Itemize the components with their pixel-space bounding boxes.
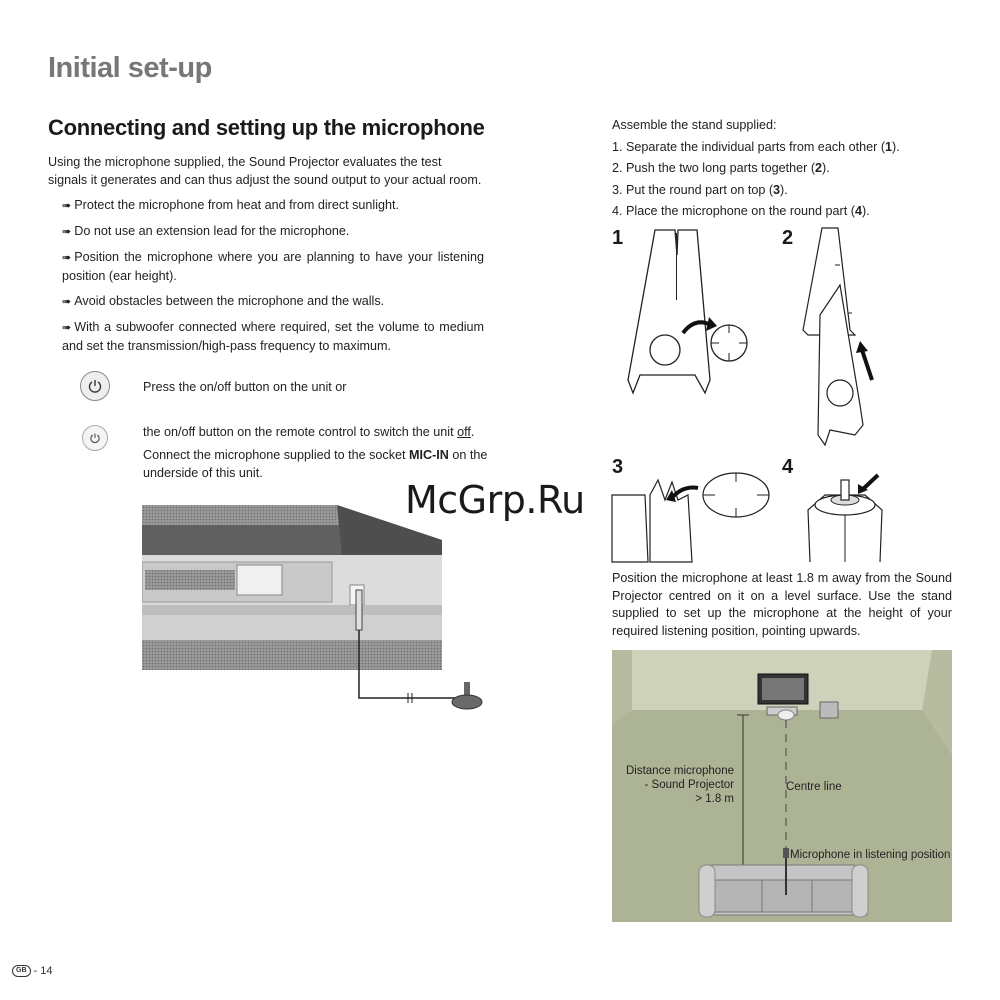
arrow-bullet-icon: ➠ (62, 200, 72, 212)
assemble-intro: Assemble the stand supplied: (612, 118, 777, 132)
step-text: 3. Put the round part on top ( (612, 182, 774, 197)
bullet-text: Avoid obstacles between the microphone and the walls. (74, 294, 385, 308)
figure-label-1: 1 (612, 227, 624, 249)
page-number: - 14 (33, 965, 53, 977)
connect-text-main: Connect the microphone supplied to the socket (143, 448, 410, 462)
bullet-item (62, 223, 484, 242)
bullet-item (62, 249, 484, 285)
step-item (612, 203, 952, 221)
step-end: ). (780, 182, 788, 197)
unit-power-button-icon (80, 371, 110, 401)
bullet-text: Do not use an extension lead for the microphone. (74, 224, 350, 238)
bullet-text: With a subwoofer connected where required, set the volume to medium and set the transmission/high-pass frequency to maximum. (62, 320, 484, 353)
step-ref: 4 (854, 204, 862, 218)
figure-label-4: 4 (782, 456, 794, 478)
country-badge: GB (12, 965, 31, 977)
period: . (470, 425, 475, 439)
off-word: off (457, 425, 471, 439)
arrow-bullet-icon: ➠ (62, 296, 72, 308)
assembly-instructions (612, 117, 952, 225)
step-ref: 3 (773, 182, 781, 197)
step-ref: 1 (885, 139, 893, 154)
distance-label-line: > 1.8 m (695, 793, 734, 805)
step-text: 2. Push the two long parts together ( (612, 161, 816, 175)
mic-position-label: Microphone in listening position (790, 849, 951, 861)
distance-label-line: Distance microphone (625, 765, 734, 777)
page-title: Connecting and setting up the microphone (48, 115, 485, 140)
power-remote-text (143, 424, 488, 442)
bullet-item (62, 293, 484, 312)
power-remote-text-main: the on/off button on the remote control to switch the unit (143, 425, 458, 439)
step-item (612, 160, 952, 178)
distance-label-line: - Sound Projector (644, 779, 734, 791)
intro-paragraph: Using the microphone supplied, the Sound Projector evaluates the test signals it generates and can thus adjust the sound output to your actual room. (48, 155, 482, 187)
mic-in-connection-illustration (142, 500, 487, 715)
step-item (612, 139, 952, 157)
stand-step2-illustration (800, 225, 920, 450)
bullet-item (62, 197, 484, 216)
figure-label-2: 2 (782, 227, 794, 249)
section-title: Initial set-up (48, 52, 212, 84)
step-ref: 2 (815, 161, 823, 175)
remote-power-button-icon (82, 425, 108, 451)
connect-text (143, 447, 488, 482)
arrow-bullet-icon: ➠ (62, 226, 72, 238)
step-text: 4. Place the microphone on the round part ( (612, 204, 855, 218)
mic-in-socket-label: MIC-IN (409, 448, 449, 462)
page-footer (12, 965, 52, 977)
step-text: 1. Separate the individual parts from each other ( (612, 139, 886, 154)
step-end: ). (822, 161, 830, 175)
figure-label-3: 3 (612, 456, 624, 478)
step-item (612, 182, 952, 200)
arrow-bullet-icon: ➠ (62, 252, 72, 264)
bullet-text: Position the microphone where you are planning to have your listening position (ear height). (62, 250, 484, 283)
bullet-item (62, 319, 484, 355)
step-end: ). (892, 139, 900, 154)
arrow-bullet-icon: ➠ (62, 322, 72, 334)
watermark: McGrp.Ru (405, 478, 585, 522)
bullet-text: Protect the microphone from heat and from direct sunlight. (74, 198, 400, 212)
connect-text-end: on the underside of this unit. (143, 448, 488, 480)
stand-step3-illustration (610, 470, 775, 565)
stand-step4-illustration (800, 470, 890, 565)
stand-step1-illustration (625, 225, 755, 400)
step-end: ). (861, 204, 870, 218)
position-paragraph: Position the microphone at least 1.8 m away from the Sound Projector centred on it on a level surface. Use the stand supplied to set up the microphone at the height of your required listening position, pointing upwards. (612, 571, 952, 638)
power-unit-text: Press the on/off button on the unit or (143, 380, 347, 394)
distance-label (618, 764, 734, 806)
centre-line-label: Centre line (786, 781, 842, 793)
